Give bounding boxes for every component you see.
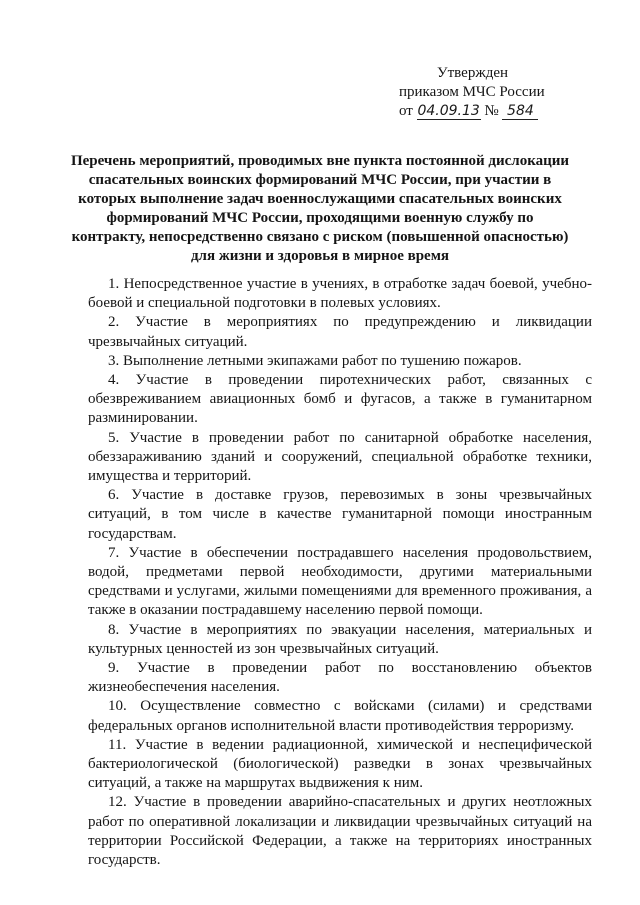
approval-order: приказом МЧС России [399,84,545,100]
handwritten-date: 04.09.13 [417,103,480,119]
list-item: 1. Непосредственное участие в учениях, в отработке задач боевой, учебно-боевой и специальной подготовки в полевых условиях. [88,276,592,312]
date-prefix: от [399,103,413,119]
approval-stamp [399,64,545,121]
list-item: 10. Осуществление совместно с войсками (силами) и средствами федеральных органов исполнительной власти противодействия терроризму. [88,698,592,734]
list-item: 7. Участие в обеспечении пострадавшего населения продовольствием, водой, предметами первой необходимости, другими материальными средствами и услугами, жилыми помещениями для временного проживания, а также в оказании пострадавшему населению первой помощи. [88,544,592,619]
approval-date-line [399,102,545,121]
number-prefix: № [484,103,499,119]
list-item: 6. Участие в доставке грузов, перевозимых в зоны чрезвычайных ситуаций, в том числе в качестве гуманитарной помощи иностранным государствам. [88,487,592,542]
list-item: 11. Участие в ведении радиационной, химической и неспецифической бактериологической (биологической) разведки в зонах чрезвычайных ситуаций, а также на маршрутах выдвижения к ним. [88,736,592,792]
list-item: 8. Участие в мероприятиях по эвакуации населения, материальных и культурных ценностей из зон чрезвычайных ситуаций. [88,621,592,657]
list-item: 9. Участие в проведении работ по восстановлению объектов жизнеобеспечения населения. [88,660,592,696]
list-item: 12. Участие в проведении аварийно-спасательных и других неотложных работ по оперативной локализации и ликвидации чрезвычайных ситуаций на территории Российской Федерации, а также на территориях иностранных государств. [88,794,592,869]
item-list [88,275,592,870]
list-item: 2. Участие в мероприятиях по предупреждению и ликвидации чрезвычайных ситуаций. [88,314,592,350]
list-item: 5. Участие в проведении работ по санитарной обработке населения, обеззараживанию зданий и сооружений, специальной обработке техники, имущества и территорий. [88,429,592,485]
document-title: Перечень мероприятий, проводимых вне пункта постоянной дислокации спасательных воинских формирований МЧС России, при участии в которых выполнение задач военнослужащими спасательных воинских формирований МЧС России, проходящими военную службу по контракту, непосредственно связано с риском (повышенной опасностью) для жизни и здоровья в мирное время [70,153,570,264]
approval-heading: Утвержден [437,65,509,81]
handwritten-order-number: 584 [502,104,538,120]
list-item: 3. Выполнение летными экипажами работ по тушению пожаров. [108,352,522,369]
list-item: 4. Участие в проведении пиротехнических работ, связанных с обезвреживанием авиационных бомб и фугасов, а также в гуманитарном разминировании. [88,372,592,427]
